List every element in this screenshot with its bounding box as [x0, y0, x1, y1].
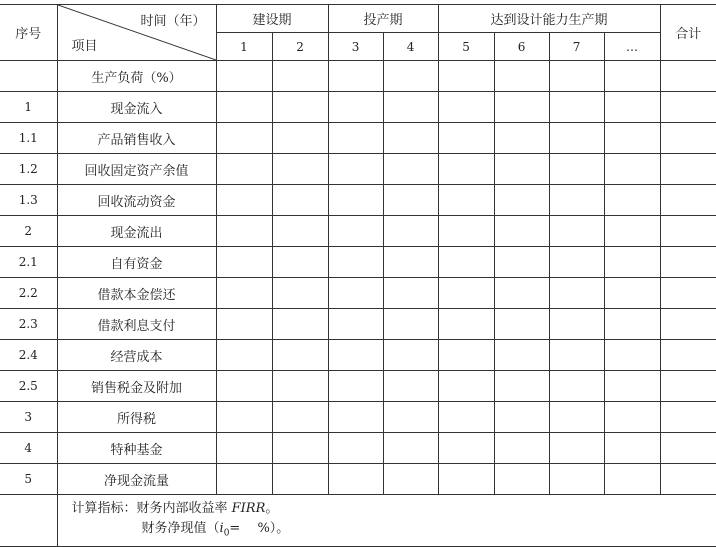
row-total-cell: [660, 402, 716, 433]
row-total-cell: [660, 216, 716, 247]
header-time-label: 时间（年）: [140, 10, 205, 29]
row-year-cell: [216, 92, 272, 123]
row-year-cell: [216, 216, 272, 247]
row-item: 借款利息支付: [57, 309, 216, 340]
row-year-cell: [438, 92, 494, 123]
row-total-cell: [660, 123, 716, 154]
row-seq: 2: [0, 216, 57, 247]
row-year-cell: [272, 433, 328, 464]
row-item: 销售税金及附加: [57, 371, 216, 402]
row-year-cell: [328, 123, 383, 154]
table-row: [0, 61, 716, 92]
row-year-cell: [438, 433, 494, 464]
row-year-cell: [383, 309, 438, 340]
table-row: [0, 340, 716, 371]
row-year-cell: [272, 340, 328, 371]
row-year-cell: [494, 216, 549, 247]
cash-flow-table: [0, 4, 716, 547]
row-year-cell: [438, 402, 494, 433]
row-year-cell: [438, 154, 494, 185]
row-year-cell: [494, 278, 549, 309]
row-seq: 5: [0, 464, 57, 495]
row-year-cell: [604, 247, 660, 278]
notes-row: [0, 495, 716, 547]
row-year-cell: [328, 433, 383, 464]
row-year-cell: [328, 371, 383, 402]
row-year-cell: [272, 123, 328, 154]
row-item: 自有资金: [57, 247, 216, 278]
row-year-cell: [216, 61, 272, 92]
row-year-cell: [216, 278, 272, 309]
row-year-cell: [272, 309, 328, 340]
row-seq: 3: [0, 402, 57, 433]
row-year-cell: [328, 216, 383, 247]
row-total-cell: [660, 371, 716, 402]
row-year-cell: [272, 154, 328, 185]
table-row: [0, 154, 716, 185]
note-npv-suffix: = %）。: [229, 521, 289, 536]
row-year-cell: [438, 61, 494, 92]
row-year-cell: [216, 123, 272, 154]
row-year-cell: [383, 216, 438, 247]
row-year-cell: [494, 185, 549, 216]
note-irr-var: FIRR: [232, 501, 266, 516]
row-year-cell: [216, 247, 272, 278]
row-year-cell: [272, 464, 328, 495]
row-year-cell: [549, 216, 604, 247]
note-line-npv: [72, 519, 716, 544]
row-year-cell: [549, 371, 604, 402]
table-row: [0, 123, 716, 154]
row-seq: 1.1: [0, 123, 57, 154]
row-year-cell: [383, 340, 438, 371]
row-year-cell: [604, 309, 660, 340]
row-seq: 1: [0, 92, 57, 123]
header-group-commissioning: 投产期: [328, 5, 438, 33]
note-npv-prefix: 财务净现值（: [142, 521, 220, 536]
row-year-cell: [383, 433, 438, 464]
row-year-cell: [549, 402, 604, 433]
row-item: 所得税: [57, 402, 216, 433]
row-year-cell: [604, 216, 660, 247]
row-item: 回收流动资金: [57, 185, 216, 216]
note-irr-prefix: 计算指标：财务内部收益率: [72, 501, 232, 516]
row-item: 净现金流量: [57, 464, 216, 495]
row-seq: 2.2: [0, 278, 57, 309]
row-item: 生产负荷（%）: [57, 61, 216, 92]
row-year-cell: [272, 61, 328, 92]
row-year-cell: [549, 309, 604, 340]
row-year-cell: [549, 464, 604, 495]
row-year-cell: [272, 402, 328, 433]
table-row: [0, 278, 716, 309]
row-total-cell: [660, 464, 716, 495]
row-total-cell: [660, 309, 716, 340]
row-year-cell: [549, 433, 604, 464]
header-seq: 序号: [0, 5, 57, 61]
row-year-cell: [383, 371, 438, 402]
row-year-cell: [549, 154, 604, 185]
row-year-cell: [494, 340, 549, 371]
row-year-cell: [494, 61, 549, 92]
header-group-construction: 建设期: [216, 5, 328, 33]
row-year-cell: [272, 278, 328, 309]
note-npv-var: i: [220, 521, 224, 536]
row-year-cell: [494, 154, 549, 185]
row-year-cell: [328, 309, 383, 340]
row-year-cell: [549, 61, 604, 92]
row-year-cell: [604, 123, 660, 154]
row-year-cell: [216, 185, 272, 216]
note-npv-sub: 0: [224, 529, 230, 539]
calculation-indicators-note: [57, 495, 716, 547]
row-total-cell: [660, 433, 716, 464]
row-year-cell: [604, 154, 660, 185]
table-row: [0, 309, 716, 340]
row-year-cell: [494, 402, 549, 433]
row-year-cell: [549, 340, 604, 371]
row-year-cell: [604, 185, 660, 216]
row-year-cell: [604, 371, 660, 402]
row-year-cell: [272, 216, 328, 247]
row-year-cell: [272, 185, 328, 216]
row-year-cell: [438, 123, 494, 154]
row-year-cell: [383, 247, 438, 278]
row-total-cell: [660, 185, 716, 216]
row-year-cell: [272, 92, 328, 123]
row-year-cell: [494, 309, 549, 340]
row-year-cell: [549, 92, 604, 123]
row-item: 借款本金偿还: [57, 278, 216, 309]
row-seq: 2.4: [0, 340, 57, 371]
row-year-cell: [438, 247, 494, 278]
header-year: 3: [328, 33, 383, 61]
row-year-cell: [604, 61, 660, 92]
row-seq: 2.3: [0, 309, 57, 340]
row-year-cell: [383, 154, 438, 185]
row-year-cell: [328, 278, 383, 309]
row-year-cell: [216, 154, 272, 185]
note-irr-suffix: 。: [265, 501, 278, 516]
table-row: [0, 464, 716, 495]
row-seq: 1.2: [0, 154, 57, 185]
row-year-cell: [438, 371, 494, 402]
header-total: 合计: [660, 5, 716, 61]
header-year: …: [604, 33, 660, 61]
row-year-cell: [216, 433, 272, 464]
header-year: 7: [549, 33, 604, 61]
table-row: [0, 216, 716, 247]
row-year-cell: [272, 371, 328, 402]
row-year-cell: [216, 402, 272, 433]
row-year-cell: [494, 464, 549, 495]
row-year-cell: [383, 402, 438, 433]
row-seq: 2.5: [0, 371, 57, 402]
row-item: 现金流入: [57, 92, 216, 123]
table-row: [0, 433, 716, 464]
row-year-cell: [494, 371, 549, 402]
row-year-cell: [328, 92, 383, 123]
row-year-cell: [438, 216, 494, 247]
row-year-cell: [604, 92, 660, 123]
row-year-cell: [438, 309, 494, 340]
row-year-cell: [438, 340, 494, 371]
row-item: 经营成本: [57, 340, 216, 371]
row-item: 现金流出: [57, 216, 216, 247]
row-seq: [0, 61, 57, 92]
row-year-cell: [494, 433, 549, 464]
row-year-cell: [328, 61, 383, 92]
row-year-cell: [383, 123, 438, 154]
row-year-cell: [549, 278, 604, 309]
row-item: 回收固定资产余值: [57, 154, 216, 185]
row-year-cell: [604, 402, 660, 433]
row-total-cell: [660, 61, 716, 92]
row-year-cell: [549, 247, 604, 278]
row-year-cell: [494, 92, 549, 123]
row-year-cell: [328, 340, 383, 371]
row-year-cell: [604, 433, 660, 464]
row-year-cell: [328, 464, 383, 495]
row-item: 特种基金: [57, 433, 216, 464]
header-group-full-capacity: 达到设计能力生产期: [438, 5, 660, 33]
row-year-cell: [216, 464, 272, 495]
row-total-cell: [660, 340, 716, 371]
table-row: [0, 402, 716, 433]
header-year: 5: [438, 33, 494, 61]
row-year-cell: [604, 340, 660, 371]
table-row: [0, 371, 716, 402]
row-total-cell: [660, 278, 716, 309]
header-year: 2: [272, 33, 328, 61]
row-seq: 2.1: [0, 247, 57, 278]
row-year-cell: [216, 340, 272, 371]
row-year-cell: [383, 61, 438, 92]
header-year: 1: [216, 33, 272, 61]
row-year-cell: [328, 185, 383, 216]
row-year-cell: [216, 309, 272, 340]
row-year-cell: [216, 371, 272, 402]
row-year-cell: [328, 154, 383, 185]
header-diagonal-cell: [57, 5, 216, 61]
row-year-cell: [383, 464, 438, 495]
row-year-cell: [272, 247, 328, 278]
row-year-cell: [438, 185, 494, 216]
row-year-cell: [494, 247, 549, 278]
row-year-cell: [383, 278, 438, 309]
note-line-irr: [72, 499, 716, 519]
row-year-cell: [604, 278, 660, 309]
row-seq: 1.3: [0, 185, 57, 216]
row-seq: 4: [0, 433, 57, 464]
row-year-cell: [494, 123, 549, 154]
table-row: [0, 92, 716, 123]
row-year-cell: [383, 92, 438, 123]
row-total-cell: [660, 247, 716, 278]
notes-seq-blank: [0, 495, 57, 547]
row-year-cell: [438, 278, 494, 309]
row-total-cell: [660, 92, 716, 123]
header-item-label: 项目: [72, 35, 98, 54]
row-year-cell: [383, 185, 438, 216]
table-row: [0, 185, 716, 216]
header-year: 4: [383, 33, 438, 61]
row-year-cell: [549, 123, 604, 154]
row-year-cell: [549, 185, 604, 216]
row-item: 产品销售收入: [57, 123, 216, 154]
table-row: [0, 247, 716, 278]
row-year-cell: [604, 464, 660, 495]
row-year-cell: [438, 464, 494, 495]
row-year-cell: [328, 402, 383, 433]
header-row-groups: [0, 5, 716, 33]
row-total-cell: [660, 154, 716, 185]
row-year-cell: [328, 247, 383, 278]
header-year: 6: [494, 33, 549, 61]
